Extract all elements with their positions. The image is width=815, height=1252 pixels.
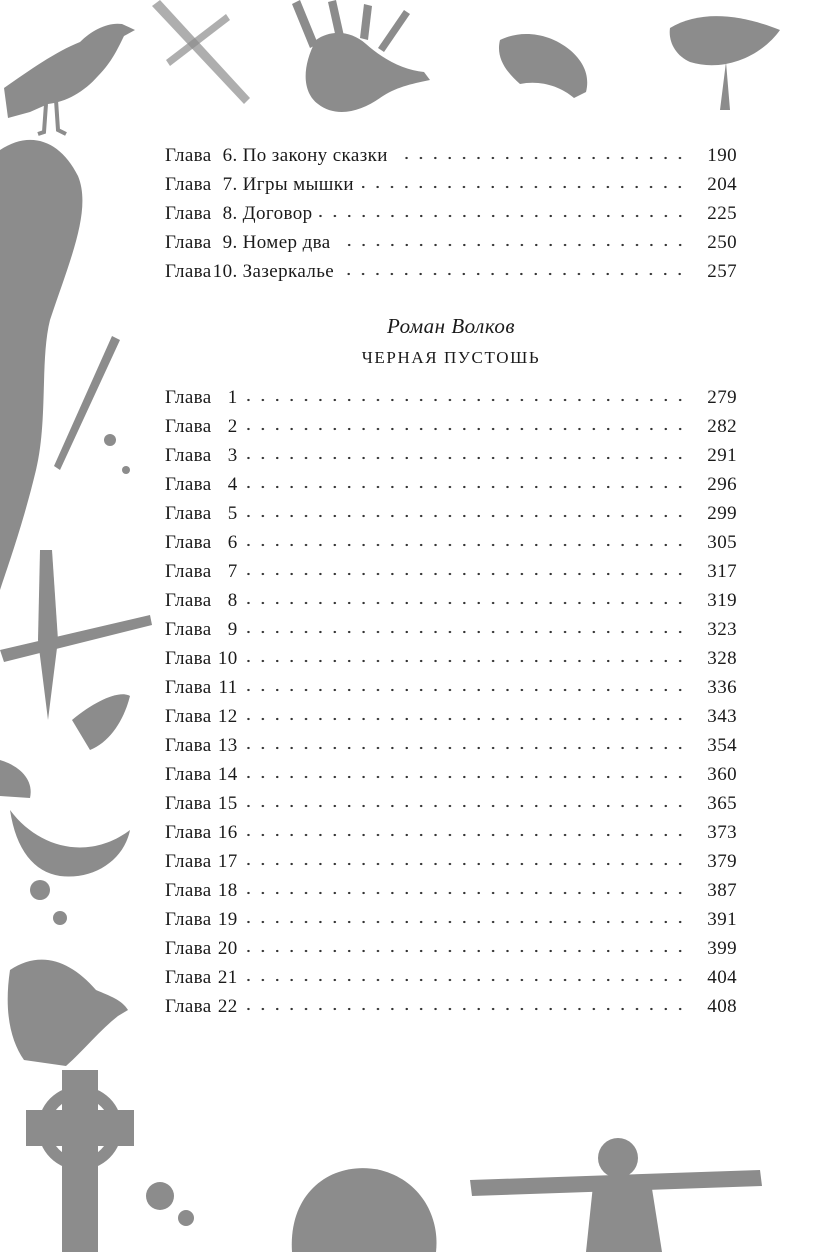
toc-entry: [165, 232, 737, 261]
chapter-word: Глава: [165, 387, 212, 408]
chapter-number: 8.: [222, 203, 238, 224]
section-author: Роман Волков: [387, 314, 515, 338]
chapter-word: Глава: [165, 938, 212, 959]
page-number: 365: [707, 793, 737, 814]
dot-leader: [244, 890, 687, 896]
chapter-number: 5: [227, 503, 238, 524]
chapter-number: 15: [217, 793, 238, 814]
dot-leader: [244, 861, 687, 867]
dot-leader: [244, 803, 687, 809]
dot-leader: [360, 184, 687, 190]
raven-icon: [8, 960, 128, 1066]
dot-leader: [244, 571, 687, 577]
toc-entry: [165, 996, 737, 1025]
chapter-word: Глава: [165, 967, 212, 988]
dot-leader: [244, 948, 687, 954]
toc-entry: [165, 967, 737, 996]
chapter-word: Глава: [165, 261, 212, 282]
dot-leader: [244, 832, 687, 838]
chapter-number: 18: [217, 880, 238, 901]
toc-entry: [165, 619, 737, 648]
toc-part-2: [165, 387, 737, 1025]
toc-entry: [165, 387, 737, 416]
section-title: ЧЕРНАЯ ПУСТОШЬ: [361, 348, 541, 367]
chapter-number: 21: [217, 967, 238, 988]
chapter-word: Глава: [165, 851, 212, 872]
toc-entry: [165, 764, 737, 793]
page-number: 343: [707, 706, 737, 727]
ink-splatter-icon: [0, 140, 130, 590]
toc-entry: [165, 503, 737, 532]
chapter-title: Зазеркалье: [242, 261, 335, 282]
dot-leader: [244, 484, 687, 490]
chapter-word: Глава: [165, 706, 212, 727]
chapter-word: Глава: [165, 793, 212, 814]
chapter-number: 14: [217, 764, 238, 785]
chapter-number: 13: [217, 735, 238, 756]
page-number: 305: [707, 532, 737, 553]
chapter-number: 7: [227, 561, 238, 582]
dot-leader: [244, 977, 687, 983]
chapter-title: Договор: [242, 203, 313, 224]
dot-leader: [244, 919, 687, 925]
toc-entry: [165, 145, 737, 174]
chapter-number: 2: [227, 416, 238, 437]
chapter-word: Глава: [165, 203, 212, 224]
chapter-word: Глава: [165, 416, 212, 437]
page-number: 204: [707, 174, 737, 195]
page-number: 291: [707, 445, 737, 466]
page-number: 282: [707, 416, 737, 437]
dot-leader: [244, 513, 687, 519]
chapter-word: Глава: [165, 996, 212, 1017]
chapter-number: 22: [217, 996, 238, 1017]
chapter-word: Глава: [165, 735, 212, 756]
dot-leader: [244, 687, 687, 693]
chapter-word: Глава: [165, 561, 212, 582]
dot-leader: [244, 629, 687, 635]
dot-leader: [244, 426, 687, 432]
chapter-number: 16: [217, 822, 238, 843]
page-number: 328: [707, 648, 737, 669]
toc-entry: [165, 677, 737, 706]
page-number: 354: [707, 735, 737, 756]
chapter-title: Игры мышки: [242, 174, 354, 195]
chapter-number: 4: [227, 474, 238, 495]
celtic-cross-icon: [26, 1070, 134, 1252]
toc-entry: [165, 445, 737, 474]
dot-leader: [394, 155, 687, 161]
chapter-word: Глава: [165, 503, 212, 524]
toc-entry: [165, 909, 737, 938]
toc-entry: [165, 532, 737, 561]
page-number: 323: [707, 619, 737, 640]
page-number: 404: [707, 967, 737, 988]
dot-leader: [319, 213, 687, 219]
dot-leader: [244, 397, 687, 403]
page-number: 225: [707, 203, 737, 224]
chapter-title: Номер два: [242, 232, 331, 253]
chapter-number: 20: [217, 938, 238, 959]
chapter-number: 10: [217, 648, 238, 669]
chapter-number: 7.: [222, 174, 238, 195]
dagger-icon: [0, 550, 152, 720]
toc-entry: [165, 822, 737, 851]
page-number: 387: [707, 880, 737, 901]
chapter-word: Глава: [165, 590, 212, 611]
toc-entry: [165, 561, 737, 590]
toc-entry: [165, 706, 737, 735]
chapter-word: Глава: [165, 909, 212, 930]
chapter-number: 9.: [222, 232, 238, 253]
page-number: 391: [707, 909, 737, 930]
toc-entry: [165, 203, 737, 232]
page-number: 360: [707, 764, 737, 785]
page-number: 317: [707, 561, 737, 582]
page-number: 299: [707, 503, 737, 524]
chapter-word: Глава: [165, 648, 212, 669]
page-number: 336: [707, 677, 737, 698]
chapter-word: Глава: [165, 822, 212, 843]
page-number: 379: [707, 851, 737, 872]
page-number: 250: [707, 232, 737, 253]
page-number: 319: [707, 590, 737, 611]
toc-entry: [165, 474, 737, 503]
dot-leader: [244, 745, 687, 751]
dot-leader: [244, 716, 687, 722]
chapter-word: Глава: [165, 474, 212, 495]
chapter-word: Глава: [165, 619, 212, 640]
dot-leader: [340, 271, 687, 277]
chapter-number: 1: [227, 387, 238, 408]
chapter-word: Глава: [165, 445, 212, 466]
page-number: 190: [707, 145, 737, 166]
chapter-title: По закону сказки: [242, 145, 388, 166]
toc-entry: [165, 648, 737, 677]
dot-leader: [244, 658, 687, 664]
scarecrow-icon: [470, 1138, 762, 1252]
chapter-number: 19: [217, 909, 238, 930]
toc-entry: [165, 416, 737, 445]
chapter-number: 3: [227, 445, 238, 466]
chapter-word: Глава: [165, 174, 212, 195]
dot-leader: [337, 242, 687, 248]
toc-part-1: [165, 145, 737, 290]
toc-entry: [165, 261, 737, 290]
chapter-word: Глава: [165, 764, 212, 785]
chapter-word: Глава: [165, 677, 212, 698]
raven-icon: [4, 24, 135, 134]
toc-entry: [165, 590, 737, 619]
chapter-word: Глава: [165, 232, 212, 253]
toc-entry: [165, 793, 737, 822]
page-number: 296: [707, 474, 737, 495]
page-number: 408: [707, 996, 737, 1017]
chapter-number: 9: [227, 619, 238, 640]
dot-leader: [244, 600, 687, 606]
page-number: 373: [707, 822, 737, 843]
hand-print-icon: [292, 0, 587, 112]
dot-leader: [244, 542, 687, 548]
chapter-number: 6: [227, 532, 238, 553]
chapter-number: 12: [217, 706, 238, 727]
skull-icon: [292, 1168, 437, 1252]
chapter-word: Глава: [165, 532, 212, 553]
chapter-word: Глава: [165, 880, 212, 901]
toc-entry: [165, 851, 737, 880]
toc-entry: [165, 735, 737, 764]
chapter-number: 10.: [212, 261, 238, 282]
chapter-number: 17: [217, 851, 238, 872]
lips-icon: [670, 16, 780, 110]
dot-leader: [244, 774, 687, 780]
chapter-word: Глава: [165, 145, 212, 166]
chapter-number: 8: [227, 590, 238, 611]
dot-leader: [244, 455, 687, 461]
dot-leader: [244, 1006, 687, 1012]
chapter-number: 11: [218, 677, 238, 698]
page-number: 257: [707, 261, 737, 282]
toc-entry: [165, 174, 737, 203]
page-number: 279: [707, 387, 737, 408]
chapter-number: 6.: [222, 145, 238, 166]
page-number: 399: [707, 938, 737, 959]
toc-entry: [165, 938, 737, 967]
toc-entry: [165, 880, 737, 909]
